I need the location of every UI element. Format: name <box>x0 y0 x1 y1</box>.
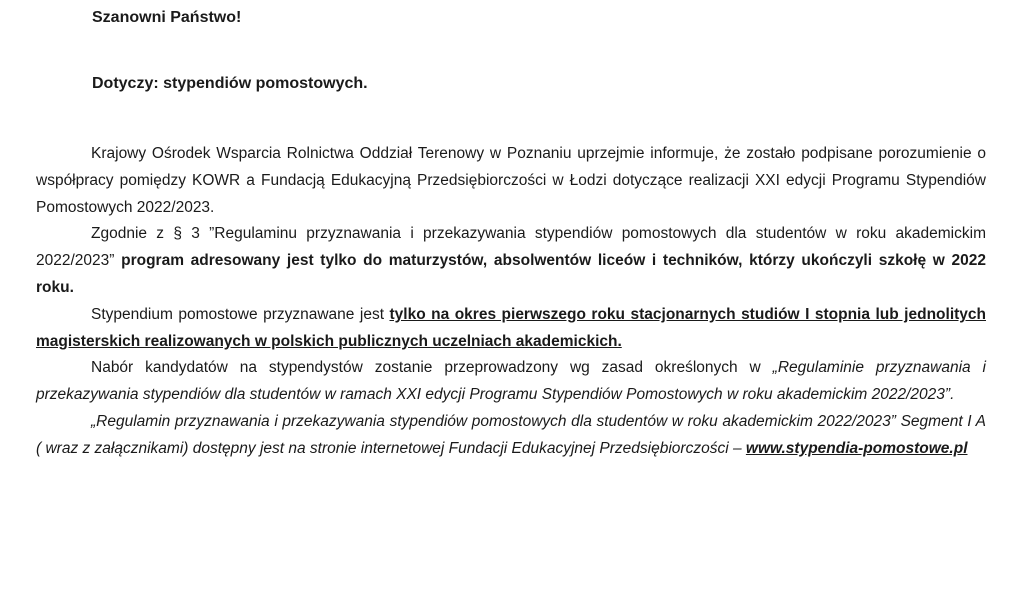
paragraph-1 <box>36 141 986 221</box>
paragraph-5 <box>36 409 986 463</box>
paragraph-3 <box>36 302 986 356</box>
eligibility-statement: program adresowany jest tylko do maturzystów, absolwentów liceów i techników, którzy ukończyli szkołę w 2022 roku. <box>36 252 986 296</box>
recruitment-intro: Nabór kandydatów na stypendystów zostanie przeprowadzony wg zasad określonych w <box>91 359 761 377</box>
foundation-website-link[interactable]: www.stypendia-pomostowe.pl <box>745 439 968 457</box>
scholarship-scope: tylko na okres pierwszego roku stacjonarnych studiów I stopnia lub jednolitych magisterskich realizowanych w polskich publicznych uczelniach akademickich. <box>36 305 986 350</box>
scholarship-intro: Stypendium pomostowe przyznawane jest <box>91 305 384 323</box>
subject-line: Dotyczy: stypendiów pomostowych. <box>92 75 368 92</box>
regulation-reference: Zgodnie z § 3 ”Regulaminu przyznawania i przekazywania stypendiów pomostowych dla studentów w roku akademickim 2022/2023” <box>36 225 986 270</box>
paragraph-2 <box>36 221 986 301</box>
paragraph-4 <box>36 355 986 409</box>
regulation-title: „Regulaminie przyznawania i przekazywania stypendiów dla studentów w ramach XXI edycji Programu Stypendiów Pomostowych w roku akademickim 2022/2023”. <box>36 359 986 404</box>
salutation: Szanowni Państwo! <box>92 9 242 26</box>
letter-body <box>36 141 986 463</box>
regulation-availability: „Regulamin przyznawania i przekazywania stypendiów pomostowych dla studentów w roku akademickim 2022/2023” Segment I A ( wraz z załącznikami) dostępny jest na stronie internetowej Fundacji Edukacyjnej Przedsiębiorczości – <box>36 412 986 457</box>
paragraph-1-text: Krajowy Ośrodek Wsparcia Rolnictwa Oddział Terenowy w Poznaniu uprzejmie informuje, że zostało podpisane porozumienie o współpracy pomiędzy KOWR a Fundacją Edukacyjną Przedsiębiorczości w Łodzi dotyczące realizacji XXI edycji Programu Stypendiów Pomostowych 2022/2023. <box>36 145 986 216</box>
